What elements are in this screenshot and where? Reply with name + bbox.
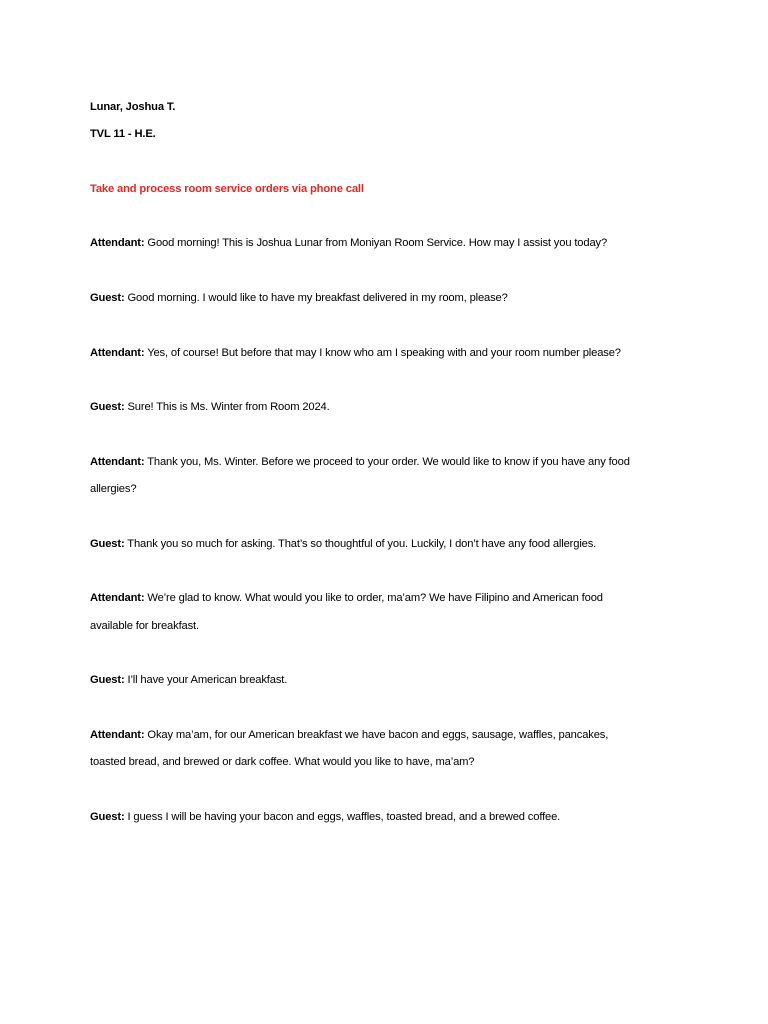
dialogue-text: Good morning! This is Joshua Lunar from Moniyan Room Service. How may I assist you today? [147,237,608,250]
spacer [90,149,635,176]
speaker-label: Guest: [90,537,125,550]
speaker-label: Attendant: [90,455,145,468]
document-title: Take and process room service orders via phone call [90,182,364,195]
speaker-label: Attendant: [90,728,145,741]
dialogue-text: We’re glad to know. What would you like to order, ma’am? We have Filipino and American food available for breakfast. [90,592,603,632]
speaker-label: Attendant: [90,237,145,250]
spacer [90,695,635,722]
dialogue-text: Yes, of course! But before that may I know who am I speaking with and your room number please? [147,346,621,359]
speaker-label: Guest: [90,674,125,687]
spacer [90,558,635,585]
dialogue-line [90,531,635,558]
spacer [90,203,635,230]
dialogue-line [90,722,635,777]
dialogue-line [90,667,635,694]
spacer [90,640,635,667]
dialogue-line [90,449,635,504]
speaker-label: Attendant: [90,592,145,605]
spacer [90,776,635,803]
student-section: TVL 11 - H.E. [90,128,156,141]
document-page [90,94,635,831]
dialogue-line [90,585,635,640]
dialogue-text: I guess I will be having your bacon and eggs, waffles, toasted bread, and a brewed coffee. [127,810,561,823]
student-name: Lunar, Joshua T. [90,101,176,113]
dialogue-line [90,230,635,257]
dialogue-text: Thank you, Ms. Winter. Before we proceed to your order. We would like to know if you have any food allergies? [90,455,630,496]
spacer [90,367,635,394]
spacer [90,503,635,530]
speaker-label: Guest: [90,401,125,414]
spacer [90,312,635,339]
dialogue-line [90,804,635,831]
dialogue-line [90,394,635,421]
dialogue-line [90,340,635,367]
speaker-label: Attendant: [90,346,145,359]
dialogue-line [90,285,635,312]
dialogue-text: Okay ma’am, for our American breakfast we have bacon and eggs, sausage, waffles, pancakes, toasted bread, and brewed or dark coffee. What would you like to have, ma’am? [90,728,609,769]
dialogue-text: Good morning. I would like to have my breakfast delivered in my room, please? [127,292,508,305]
dialogue-text: Sure! This is Ms. Winter from Room 2024. [127,401,330,414]
dialogue-text: Thank you so much for asking. That’s so thoughtful of you. Luckily, I don’t have any food allergies. [127,537,597,550]
dialogue-text: I’ll have your American breakfast. [127,674,288,687]
speaker-label: Guest: [90,810,125,823]
spacer [90,422,635,449]
speaker-label: Guest: [90,292,125,305]
spacer [90,258,635,285]
